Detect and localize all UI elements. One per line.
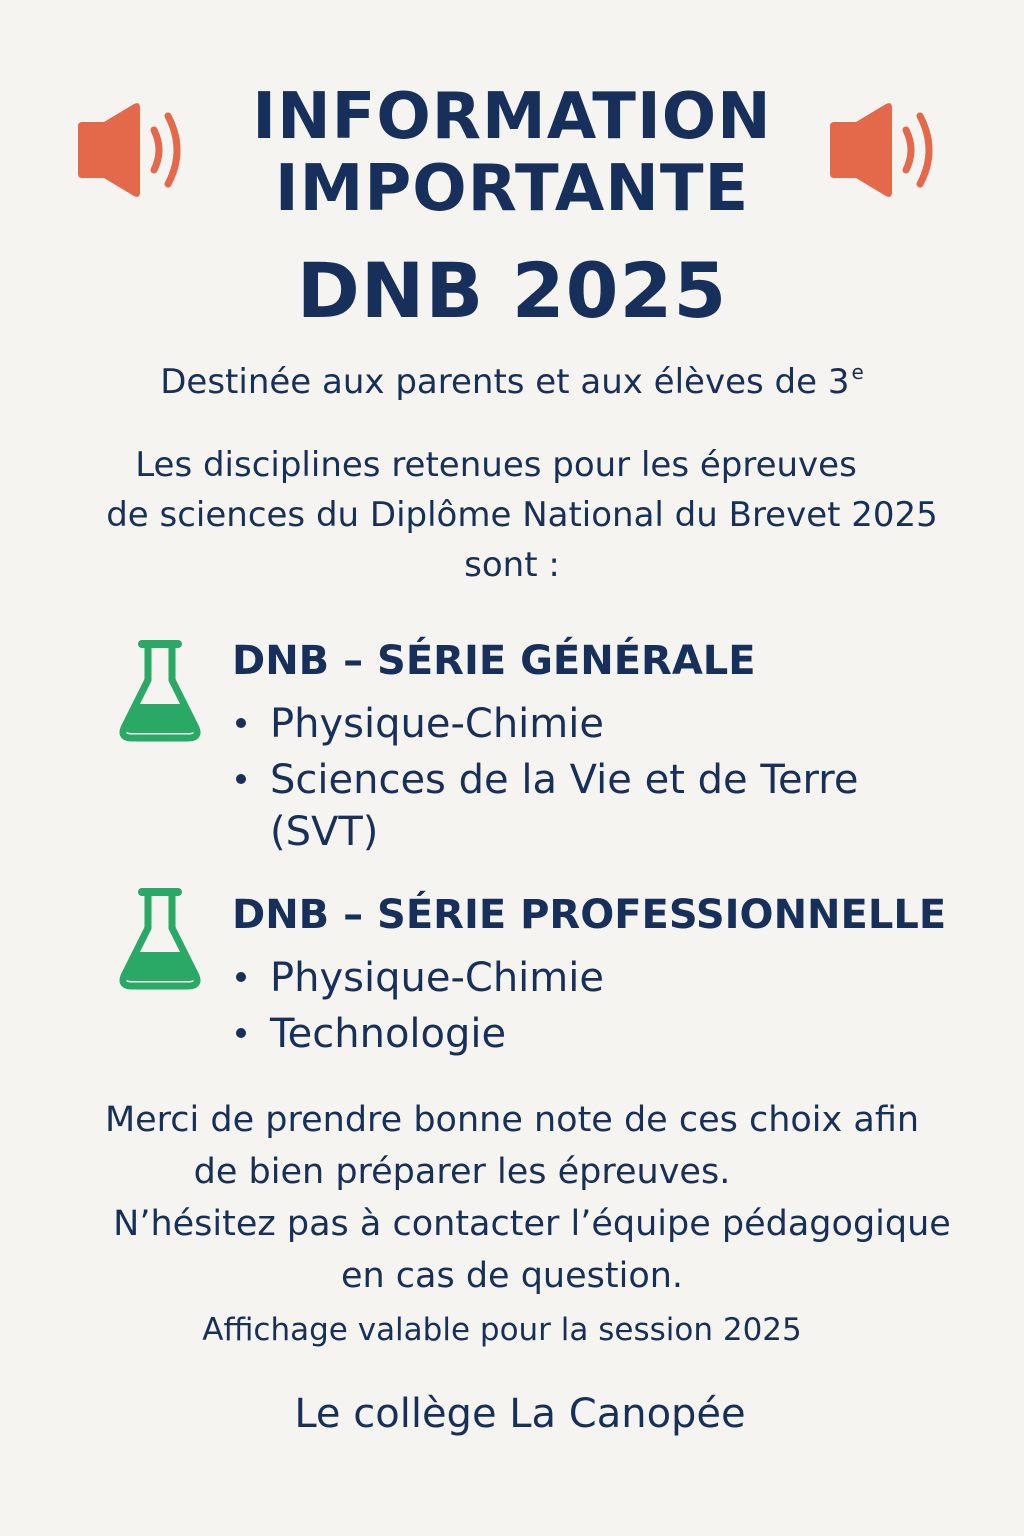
flask-icon	[118, 886, 202, 992]
audience-superscript: e	[851, 360, 864, 384]
audience-line	[0, 350, 1024, 404]
list-item	[236, 754, 858, 806]
validity-text: Affichage valable pour la session 2025	[202, 1312, 802, 1348]
list-item-text: Physique-Chimie	[270, 955, 604, 1001]
bullet	[236, 972, 246, 982]
signature: Le collège La Canopée	[294, 1391, 746, 1437]
title-line-3: DNB 2025	[296, 246, 728, 335]
list-item	[236, 952, 604, 1004]
bullet	[236, 774, 246, 784]
list-item	[236, 1008, 506, 1060]
intro-line-3: sont :	[464, 545, 560, 585]
note-line-3: N’hésitez pas à contacter l’équipe pédagogique	[113, 1204, 951, 1244]
list-item	[236, 698, 604, 750]
audience-text: Destinée aux parents et aux élèves de 3	[160, 362, 850, 402]
bullet	[236, 1028, 246, 1038]
list-item-text: Sciences de la Vie et de Terre	[270, 757, 859, 803]
intro-line-2: de sciences du Diplôme National du Brevet 2025	[106, 495, 938, 535]
title-line-1: INFORMATION	[252, 80, 772, 154]
bullet	[236, 718, 246, 728]
intro-line-1: Les disciplines retenues pour les épreuves	[135, 445, 857, 485]
title-line-2: IMPORTANTE	[274, 152, 750, 226]
list-item-text: Technologie	[270, 1011, 507, 1057]
list-item-continuation: (SVT)	[270, 809, 379, 855]
list-item-text: Physique-Chimie	[270, 701, 604, 747]
note-line-4: en cas de question.	[340, 1256, 684, 1296]
note-line-2: de bien préparer les épreuves.	[193, 1152, 731, 1192]
section-title-generale: DNB – SÉRIE GÉNÉRALE	[232, 638, 756, 684]
note-line-1: Merci de prendre bonne note de ces choix afin	[104, 1100, 920, 1140]
flask-icon	[118, 638, 202, 744]
section-title-professionnelle: DNB – SÉRIE PROFESSIONNELLE	[232, 892, 947, 938]
